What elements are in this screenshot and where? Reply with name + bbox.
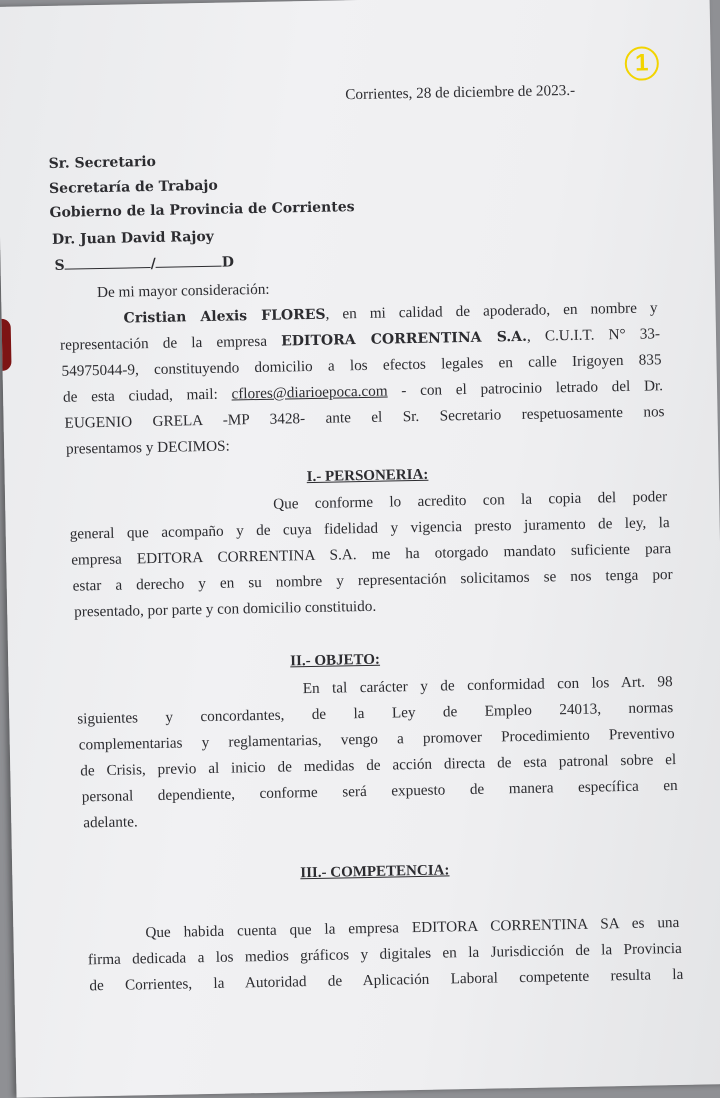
intro-line-4: de esta ciudad, mail: cflores@diarioepoca.com - con el patrocinio letrado del Dr. [62,377,664,406]
underline-2 [156,266,222,268]
section-1-heading: I.- PERSONERIA: [306,466,429,486]
section-3-heading: III.- COMPETENCIA: [300,862,450,882]
company-name: EDITORA CORRENTINA S.A. [280,328,528,350]
addressee-title: Sr. Secretario [48,153,157,172]
section-3-line-2: firma dedicada a los medios gráficos y digitales en la Jurisdicción de la Provincia [87,939,682,969]
intro-line-2: representación de la empresa EDITORA CORRENTINA S.A., C.U.I.T. N° 33- [59,325,661,354]
section-1-line-4: estar a derecho y en su nombre y representación solicitamos se nos tenga por [72,566,673,595]
addressee-government: Gobierno de la Provincia de Corrientes [49,199,355,221]
salutation-sd [54,254,234,273]
page-number-badge: 1 [624,46,659,81]
salutation-slash: / [150,255,156,273]
section-3-line-1: Que habida cuenta que la empresa EDITORA CORRENTINA SA es una [145,913,680,942]
intro-line-1: Cristian Alexis FLORES, en mi calidad de apoderado, en nombre y [123,299,658,327]
section-1-line-2: general que acompaño y de cuya fidelidad y vigencia presto juramento de ley, la [69,514,670,543]
date-line: Corrientes, 28 de diciembre de 2023.- [345,81,576,104]
section-1-line-3: empresa EDITORA CORRENTINA S.A. me ha otorgado mandato suficiente para [71,540,672,569]
section-2-line-5: personal dependiente, conforme será expuesto de manera específica en [81,777,678,806]
section-2-line-4: de Crisis, previo al inicio de medidas de acción directa de esta patronal sobre el [80,751,677,780]
section-3-line-3: de Corrientes, la Autoridad de Aplicación Laboral competente resulta la [89,965,684,995]
intro-line-3: 54975044-9, constituyendo domicilio a los efectos legales en calle Irigoyen 835 [61,351,662,380]
intro-line-5: EUGENIO GRELA -MP 3428- ante el Sr. Secretario respetuosamente nos [64,403,665,432]
addressee-name: Dr. Juan David Rajoy [51,228,215,248]
section-2-line-1: En tal carácter y de conformidad con los Art. 98 [302,673,673,698]
underline-1 [65,267,151,270]
greeting: De mi mayor consideración: [96,280,270,302]
applicant-name: Cristian Alexis FLORES [123,306,326,327]
section-1-line-5: presentado, por parte y con domicilio constituido. [74,597,377,621]
section-2-line-6: adelante. [83,813,138,832]
salutation-d: D [221,254,235,271]
section-2-line-2: siguientes y concordantes, de la Ley de Empleo 24013, normas [77,699,674,728]
section-2-heading: II.- OBJETO: [290,651,381,670]
salutation-s: S [54,257,65,274]
binder-clip-edge [2,319,12,371]
section-2-line-3: complementarias y reglamentarias, vengo a promover Procedimiento Preventivo [78,725,675,754]
section-1-line-1: Que conforme lo acredito con la copia del poder [273,488,668,513]
email-link[interactable]: cflores@diarioepoca.com [231,382,388,403]
addressee-office: Secretaría de Trabajo [48,177,218,197]
intro-line-6: presentamos y DECIMOS: [65,437,230,458]
